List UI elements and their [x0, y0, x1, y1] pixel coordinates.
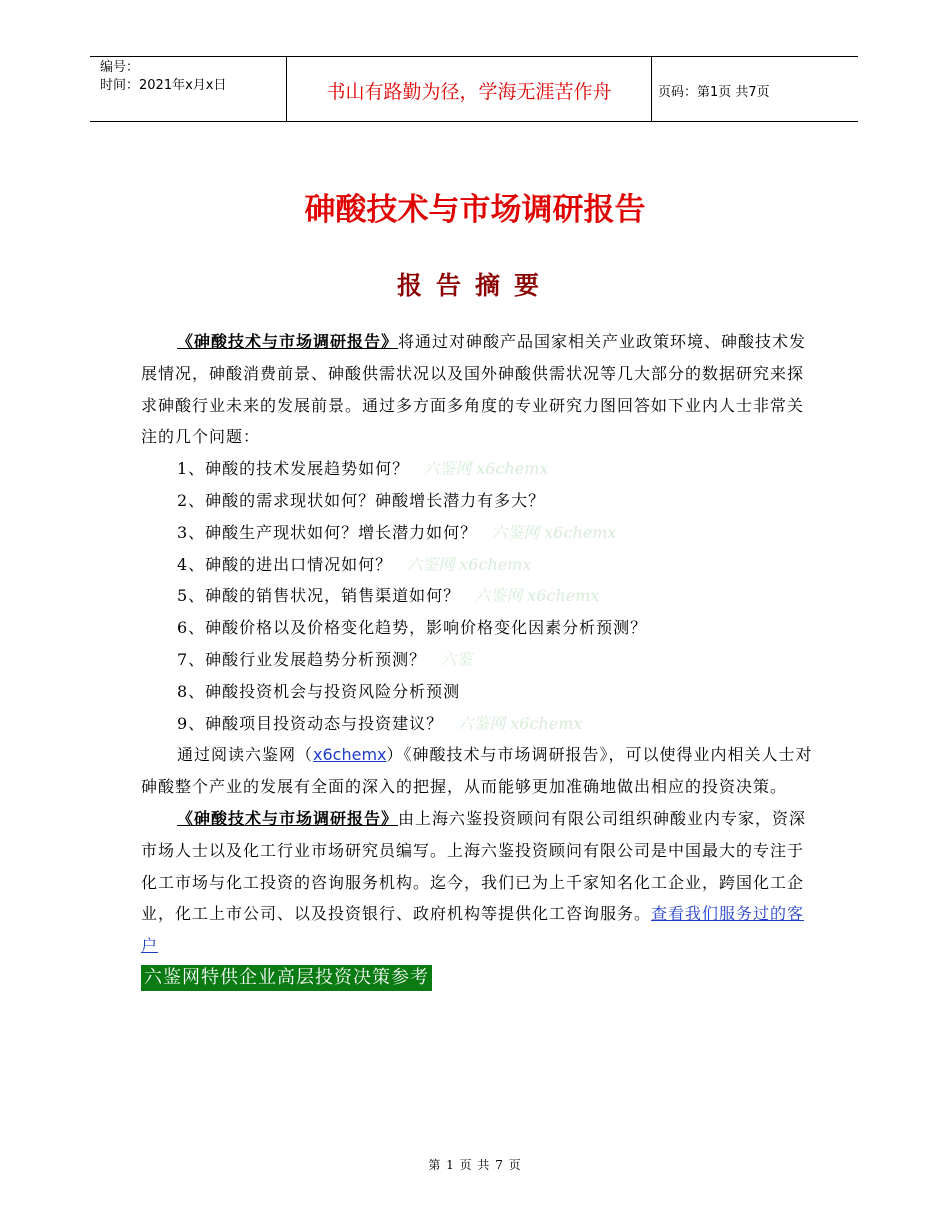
document-title: 砷酸技术与市场调研报告 [304, 192, 646, 228]
intro-paragraph [141, 326, 813, 453]
question-item: 4、砷酸的进出口情况如何？ 六鉴网 x6chemx [177, 554, 532, 574]
report-title-ref: 《砷酸技术与市场调研报告》 [177, 808, 399, 828]
watermark-text: 六鉴网 x6chemx [423, 459, 549, 479]
page-header [90, 56, 858, 122]
question-item: 7、砷酸行业发展趋势分析预测？ 六鉴 [177, 649, 473, 669]
x6chemx-link[interactable]: x6chemx [313, 745, 387, 765]
page-footer: 第 1 页 共 7 页 [428, 1158, 522, 1172]
watermark-text: 六鉴网 x6chemx [474, 586, 600, 606]
reading-paragraph: 通过阅读六鉴网（x6chemx）《砷酸技术与市场调研报告》，可以使得业内相关人士对砷酸整个产业的发展有全面的深入的把握，从而能够更加准确地做出相应的投资决策。 [141, 745, 813, 797]
watermark-text: 六鉴网 x6chemx [406, 554, 532, 574]
question-item: 6、砷酸价格以及价格变化趋势，影响价格变化因素分析预测？ [177, 618, 648, 638]
header-page-number: 页码：第1页 共7页 [658, 85, 770, 100]
question-item: 9、砷酸项目投资动态与投资建议？ 六鉴网 x6chemx [177, 713, 583, 733]
header-meta [100, 59, 226, 95]
view-clients-link[interactable]: 查看我们服务过的客户 [141, 904, 805, 956]
question-item: 2、砷酸的需求现状如何？砷酸增长潜力有多大？ [177, 490, 546, 510]
about-text: 由上海六鉴投资顾问有限公司组织砷酸业内专家，资深市场人士以及化工行业市场研究员编写。上海六鉴投资顾问有限公司是中国最大的专注于化工市场与化工投资的咨询服务机构。迄今，我们已为上千家知名化工企业，跨国化工企业，化工上市公司、以及投资银行、政府机构等提供化工咨询服务。 [141, 808, 807, 924]
header-date: 时间：2021年x月x日 [100, 78, 227, 93]
serial-number: 编号： [100, 60, 140, 75]
question-item: 1、砷酸的技术发展趋势如何？ 六鉴网 x6chemx [177, 459, 549, 479]
question-item: 3、砷酸生产现状如何？增长潜力如何？ 六鉴网 x6chemx [177, 522, 617, 542]
watermark-text: 六鉴网 x6chemx [491, 522, 617, 542]
question-item: 8、砷酸投资机会与投资风险分析预测 [177, 681, 461, 701]
question-item: 5、砷酸的销售状况，销售渠道如何？ 六鉴网 x6chemx [177, 586, 600, 606]
header-motto: 书山有路勤为径，学海无涯苦作舟 [326, 81, 612, 103]
promo-banner: 六鉴网特供企业高层投资决策参考 [141, 965, 432, 991]
report-title-ref: 《砷酸技术与市场调研报告》 [177, 332, 399, 351]
summary-heading: 报告摘要 [396, 271, 553, 300]
watermark-text: 六鉴网 x6chemx [457, 713, 583, 733]
watermark-text: 六鉴 [440, 649, 473, 669]
header-divider [651, 57, 652, 121]
header-divider [286, 57, 287, 121]
about-paragraph [141, 803, 813, 962]
intro-text: 将通过对砷酸产品国家相关产业政策环境、砷酸技术发展情况，砷酸消费前景、砷酸供需状况以及国外砷酸供需状况等几大部分的数据研究来探求砷酸行业未来的发展前景。通过多方面多角度的专业研究力图回答如下业内人士非常关注的几个问题： [141, 332, 807, 447]
document-body [141, 326, 813, 994]
